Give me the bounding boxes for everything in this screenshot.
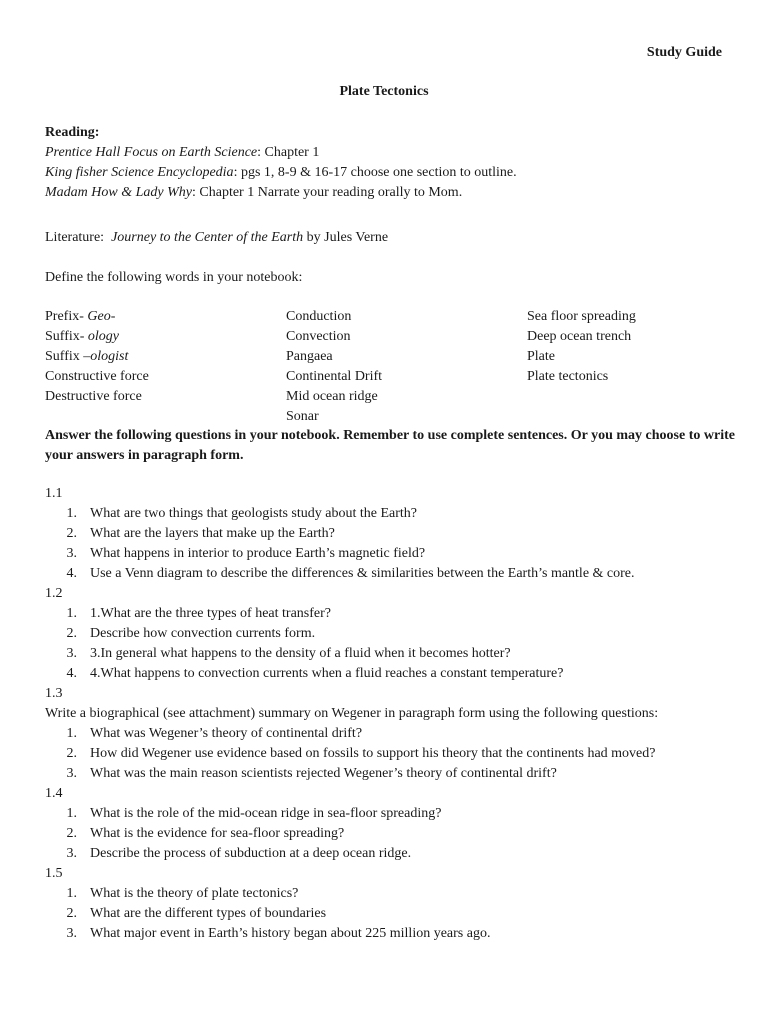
vocab-term: Convection	[286, 329, 351, 344]
question-item: 3. 3.In general what happens to the density of a fluid when it becomes hotter?	[66, 646, 511, 661]
section-number: 1.4	[45, 786, 63, 801]
literature-title: Journey to the Center of the Earth	[111, 230, 304, 245]
section-number: 1.2	[45, 586, 63, 601]
section-number: 1.3	[45, 686, 63, 701]
question-item: 2. How did Wegener use evidence based on fossils to support his theory that the continents had moved?	[66, 746, 656, 761]
question-sections	[45, 484, 745, 944]
question-item: 2. What is the evidence for sea-floor spreading?	[66, 826, 345, 841]
question-item: 3. What major event in Earth’s history began about 225 million years ago.	[66, 926, 491, 941]
reading-item: Prentice Hall Focus on Earth Science: Chapter 1	[45, 145, 320, 160]
header-label: Study Guide	[646, 45, 722, 60]
reading-heading: Reading:	[45, 125, 100, 140]
reading-item: King fisher Science Encyclopedia: pgs 1, 8-9 & 16-17 choose one section to outline.	[45, 165, 517, 180]
question-item: 1. 1.What are the three types of heat transfer?	[66, 606, 331, 621]
vocab-term: Plate	[527, 349, 555, 364]
question-list	[45, 604, 745, 684]
section-1-5	[45, 864, 745, 944]
section-number: 1.1	[45, 486, 63, 501]
question-list	[45, 504, 745, 584]
define-prompt: Define the following words in your notebook:	[45, 270, 303, 285]
vocab-term: Suffix- ology	[45, 329, 120, 344]
instructions: Answer the following questions in your notebook. Remember to use complete sentences. Or you may choose to write your answers in paragraph form.	[45, 428, 735, 463]
vocab-term: Mid ocean ridge	[286, 389, 378, 404]
question-item: 4. Use a Venn diagram to describe the differences & similarities between the Earth’s mantle & core.	[66, 566, 635, 581]
vocab-column-3	[527, 307, 636, 387]
vocab-term: Pangaea	[286, 349, 333, 364]
section-1-1	[45, 484, 745, 584]
question-item: 1. What are two things that geologists study about the Earth?	[66, 506, 417, 521]
question-item: 1. What is the theory of plate tectonics?	[66, 886, 299, 901]
reading-item: Madam How & Lady Why: Chapter 1 Narrate your reading orally to Mom.	[45, 185, 463, 200]
question-item: 3. What happens in interior to produce Earth’s magnetic field?	[66, 546, 426, 561]
question-item: 2. What are the layers that make up the Earth?	[66, 526, 335, 541]
vocab-term: Sonar	[286, 409, 319, 424]
vocab-column-1	[45, 307, 149, 407]
question-list	[45, 804, 745, 864]
vocab-term: Destructive force	[45, 389, 142, 404]
question-item: 3. Describe the process of subduction at a deep ocean ridge.	[66, 846, 412, 861]
reading-section	[45, 123, 517, 203]
vocab-term: Deep ocean trench	[527, 329, 632, 344]
question-item: 3. What was the main reason scientists rejected Wegener’s theory of continental drift?	[66, 766, 557, 781]
vocab-column-2	[286, 307, 382, 427]
question-list	[45, 884, 745, 944]
question-item: 2. Describe how convection currents form.	[66, 626, 316, 641]
vocab-term: Sea floor spreading	[527, 309, 636, 324]
question-item: 1. What was Wegener’s theory of continental drift?	[66, 726, 363, 741]
literature-line: Literature: Journey to the Center of the Earth by Jules Verne	[45, 230, 389, 245]
vocab-term: Continental Drift	[286, 369, 383, 384]
section-1-2	[45, 584, 745, 684]
vocab-term: Suffix –ologist	[45, 349, 129, 364]
vocab-term: Prefix- Geo-	[45, 309, 116, 324]
section-intro: Write a biographical (see attachment) summary on Wegener in paragraph form using the following questions:	[45, 706, 659, 721]
vocab-term: Plate tectonics	[527, 369, 609, 384]
page-title: Plate Tectonics	[339, 84, 429, 99]
section-number: 1.5	[45, 866, 63, 881]
question-item: 4. 4.What happens to convection currents when a fluid reaches a constant temperature?	[66, 666, 564, 681]
section-1-4	[45, 784, 745, 864]
question-list	[45, 724, 745, 784]
section-1-3	[45, 684, 745, 784]
vocab-term: Constructive force	[45, 369, 149, 384]
question-item: 1. What is the role of the mid-ocean ridge in sea-floor spreading?	[66, 806, 442, 821]
vocab-term: Conduction	[286, 309, 352, 324]
question-item: 2. What are the different types of boundaries	[66, 906, 327, 921]
